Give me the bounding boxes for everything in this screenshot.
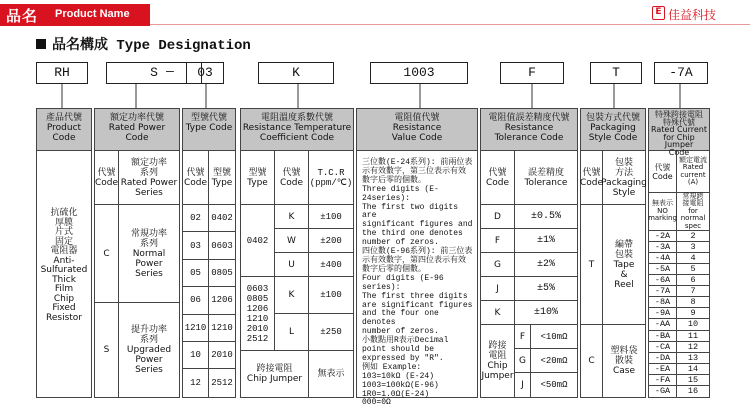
tolerance-value-cell: ±2% [515, 253, 577, 277]
tolerance-code-cell: D [481, 205, 515, 229]
jumper-value-cell: 15 [677, 375, 709, 386]
tcr-value-cell: ±100 [309, 205, 353, 229]
code-box-tolerance: F [500, 62, 564, 84]
rated-power-code-s: S [95, 303, 119, 397]
jumper-value-cell: 11 [677, 331, 709, 342]
tcr-jumper-label: 跨接電阻 Chip Jumper [241, 351, 309, 397]
type-code-cell: 12 [183, 369, 209, 396]
tolerance-code-cell: K [481, 301, 515, 325]
jumper-sub-code: 代號 Code [649, 151, 677, 193]
jumper-code-cell: -7A [649, 286, 677, 297]
jumper-value-cell: 12 [677, 342, 709, 353]
banner-title-en: Product Name [55, 8, 130, 20]
jumper-code-cell: -3A [649, 242, 677, 253]
jumper-sub-current: 額定電流 Rated current (A) [677, 151, 709, 193]
packaging-sub-style: 包裝 方法 Packaging Style [603, 151, 645, 205]
tcr-group1-type: 0402 [241, 205, 275, 277]
rated-power-header: 額定功率代號 Rated Power Code [95, 109, 179, 151]
jumper-value-cell: 16 [687, 386, 699, 397]
jumper-code-cell: -GA [649, 386, 677, 397]
jumper-code-cell: -FA [649, 375, 677, 386]
tolerance-jumper-code-cell: G [515, 349, 531, 373]
tcr-code-cell: L [275, 314, 309, 351]
code-box-type: 03 [186, 62, 224, 84]
type-value-cell: 1210 [209, 315, 235, 342]
tcr-header: 電阻溫度系數代號 Resistance Temperature Coefficient Code [241, 109, 353, 151]
tolerance-code-cell: G [481, 253, 515, 277]
type-code-column [182, 108, 236, 398]
tcr-value-cell: ±400 [309, 253, 353, 277]
type-value-cell: 0805 [209, 260, 235, 287]
type-code-header: 型號代號 Type Code [183, 109, 235, 151]
type-code-cell: 05 [183, 260, 209, 287]
tolerance-column [480, 108, 578, 398]
jumper-code-cell: -EA [649, 364, 677, 375]
tcr-sub-tcr: T.C.R (ppm/℃) [309, 151, 353, 205]
jumper-value-cell: 2 [677, 231, 709, 242]
code-box-product: RH [36, 62, 88, 84]
tolerance-value-cell: ±10% [515, 301, 577, 325]
jumper-code-cell: -5A [649, 264, 677, 275]
jumper-value-cell: 10 [677, 319, 709, 330]
jumper-value-cell: 5 [677, 264, 709, 275]
jumper-none-code: 無表示 NO marking [649, 193, 677, 231]
tolerance-jumper-value-cell: <20mΩ [531, 349, 577, 373]
packaging-code-c: C [581, 325, 603, 397]
code-box-power: S [106, 62, 202, 84]
tolerance-header: 電阻值誤差精度代號 Resistance Tolerance Code [481, 109, 577, 151]
jumper-value-cell: 7 [677, 286, 709, 297]
type-value-cell: 0603 [209, 232, 235, 259]
rated-power-column [94, 108, 180, 398]
code-box-resistance: 1003 [370, 62, 468, 84]
type-sub-type: 型號 Type [209, 151, 235, 205]
type-code-cell: 1210 [183, 315, 209, 342]
jumper-code-cell: -9A [649, 308, 677, 319]
jumper-value-cell: 3 [677, 242, 709, 253]
rated-power-sub-code: 代號 Code [95, 151, 119, 205]
jumper-code-cell: -BA [649, 331, 677, 342]
tolerance-sub-code: 代號 Code [481, 151, 515, 205]
resistance-header: 電阻值代號 Resistance Value Code [357, 109, 477, 151]
type-value-cell: 2010 [209, 342, 235, 369]
packaging-style-case: 塑料袋 散裝 Case [610, 346, 638, 376]
tcr-code-cell: W [275, 229, 309, 253]
packaging-code-t: T [581, 205, 603, 325]
code-box-packaging: T [590, 62, 642, 84]
product-code-body: 抗硫化 厚膜 片式 固定 電阻器 Anti- Sulfurated Thick Film Chip Fixed Resistor [40, 208, 88, 323]
code-box-current: -7A [654, 62, 708, 84]
jumper-value-cell: 6 [677, 275, 709, 286]
tcr-sub-code: 代號 Code [275, 151, 309, 205]
jumper-code-cell: -2A [649, 231, 677, 242]
tolerance-code-cell: J [481, 277, 515, 301]
packaging-sub-code: 代號 Code [581, 151, 603, 205]
rated-power-series-upgraded: 提升功率 系列 Upgraded Power Series [126, 325, 172, 375]
rated-power-series-normal: 常規功率 系列 Normal Power Series [119, 205, 179, 303]
tcr-code-cell: K [275, 205, 309, 229]
type-sub-code: 代號 Code [183, 151, 209, 205]
jumper-code-cell: -4A [649, 253, 677, 264]
tolerance-jumper-value-cell: <50mΩ [540, 380, 568, 390]
tcr-sub-type: 型號 Type [241, 151, 275, 205]
jumper-code-cell: -6A [649, 275, 677, 286]
tolerance-jumper-code-cell: J [515, 373, 531, 397]
tcr-value-cell: ±200 [309, 229, 353, 253]
tolerance-jumper-value-cell: <10mΩ [531, 325, 577, 349]
resistance-description: 三位數(E-24系列): 前兩位表 示有效數字，第三位表示有效 數字后零的個數。 Three digits (E-24series): The first two digits are significant figures and the third one denotes number of zeros. 四位數(E-96系列): 前三位表 示有效數字，第四位表示有效 數字后零的個數。 Four digits (E-96 series): The first three digits are significant figures and the four one denotes number of zeros. 小數點用R表示Decimal point should be expressed by "R". 例如 Example: 103=10kΩ (E-24) 1003=100kΩ(E-96) 1R0=1.0Ω(E-24) 000=0Ω [362, 158, 473, 407]
tolerance-sub-tol: 誤差精度 Tolerance [515, 151, 577, 205]
jumper-current-column [648, 108, 710, 398]
tcr-jumper-value: 無表示 [317, 369, 345, 379]
type-code-cell: 06 [183, 287, 209, 314]
brand-logo-icon: E [652, 6, 665, 20]
tolerance-code-cell: F [481, 229, 515, 253]
type-code-cell: 10 [183, 342, 209, 369]
jumper-none-value: 常規跨 接電阻 for normal spec [677, 193, 709, 231]
tcr-value-cell: ±100 [309, 277, 353, 314]
tcr-group2-type: 0603 0805 1206 1210 2010 2512 [241, 277, 275, 351]
jumper-code-cell: -AA [649, 319, 677, 330]
code-box-tcr: K [258, 62, 334, 84]
rated-power-code-c: C [95, 205, 119, 303]
type-value-cell: 2512 [211, 378, 233, 389]
rated-power-sub-series: 額定功率 系列 Rated Power Series [119, 151, 179, 205]
brand-name: 佳益科技 [668, 8, 717, 22]
product-code-column [36, 108, 92, 398]
packaging-header: 包裝方式代號 Packaging Style Code [581, 109, 645, 151]
jumper-code-cell: -CA [649, 342, 677, 353]
resistance-column [356, 108, 478, 407]
tolerance-jumper-code-cell: F [515, 325, 531, 349]
tolerance-jumper-label: 跨接 電阻 Chip Jumper [481, 325, 515, 397]
jumper-code-cell: -8A [649, 297, 677, 308]
tcr-value-cell: ±250 [309, 314, 353, 351]
type-code-cell: 02 [183, 205, 209, 232]
tcr-column [240, 108, 354, 398]
type-value-cell: 1206 [209, 287, 235, 314]
jumper-value-cell: 8 [677, 297, 709, 308]
jumper-code-cell: -DA [649, 353, 677, 364]
jumper-value-cell: 4 [677, 253, 709, 264]
tolerance-value-cell: ±5% [515, 277, 577, 301]
jumper-current-header: 特殊跨接電阻 特殊代號 Rated Current for Chip Jumper Code [650, 110, 707, 157]
type-value-cell: 0402 [209, 205, 235, 232]
jumper-value-cell: 9 [677, 308, 709, 319]
jumper-value-cell: 13 [677, 353, 709, 364]
code-dash: — [166, 64, 174, 79]
product-code-header: 產品代號 Product Code [37, 109, 91, 151]
tcr-code-cell: K [275, 277, 309, 314]
tolerance-value-cell: ±1% [515, 229, 577, 253]
packaging-column [580, 108, 646, 398]
banner-title-zh: 品名 [6, 7, 39, 25]
type-code-cell: 03 [183, 232, 209, 259]
tolerance-value-cell: ±0.5% [515, 205, 577, 229]
jumper-value-cell: 14 [677, 364, 709, 375]
packaging-style-tape: 編帶 包裝 Tape & Reel [603, 205, 645, 325]
section-heading-text: 品名構成 Type Designation [52, 38, 251, 54]
tcr-code-cell: U [275, 253, 309, 277]
